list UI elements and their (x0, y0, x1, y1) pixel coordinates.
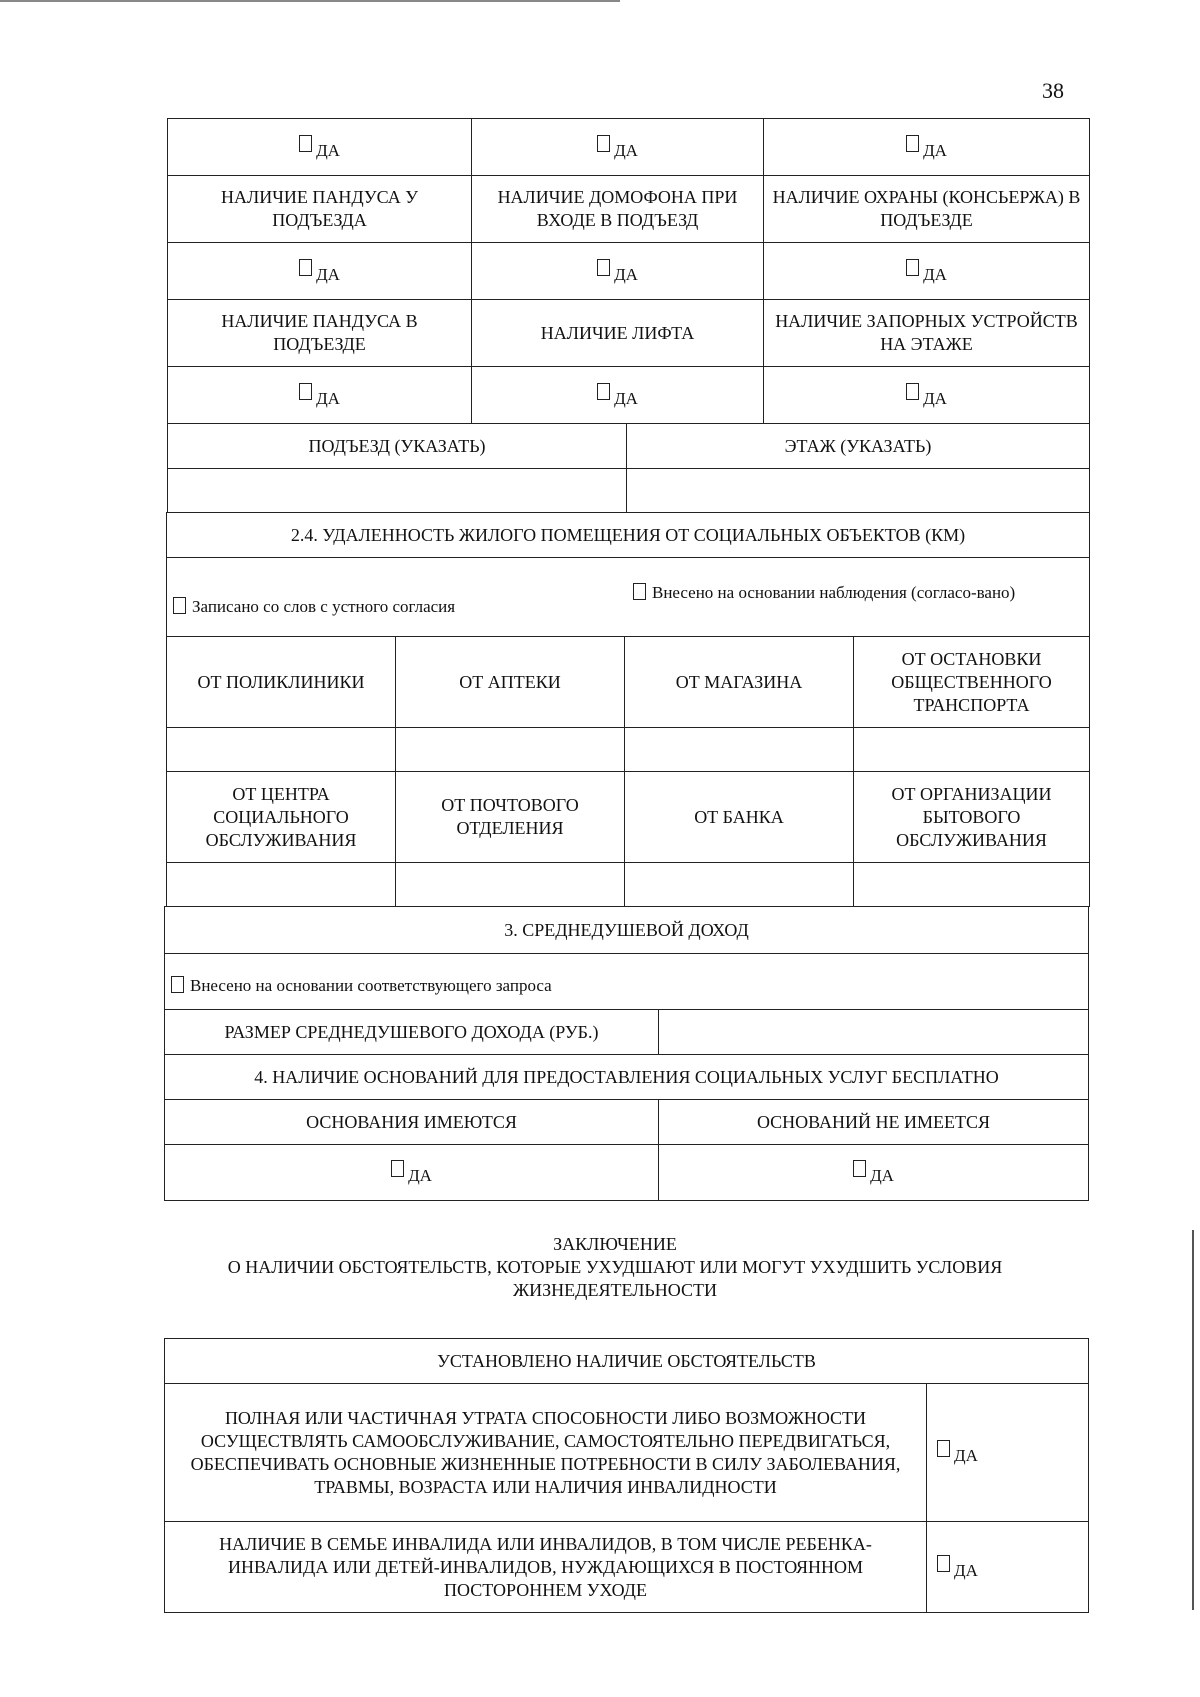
circumstance-disabled-family: НАЛИЧИЕ В СЕМЬЕ ИНВАЛИДА ИЛИ ИНВАЛИДОВ, В ТОМ ЧИСЛЕ РЕБЕНКА-ИНВАЛИДА ИЛИ ДЕТЕЙ-ИНВАЛИДОВ, НУЖДАЮЩИХСЯ В ПОСТОЯННОМ ПОСТОРОННЕМ УХОДЕ (165, 1522, 927, 1613)
checkbox-icon[interactable] (173, 597, 186, 614)
checkbox-icon[interactable] (853, 1160, 866, 1177)
distance-input[interactable] (167, 728, 396, 772)
distance-input[interactable] (396, 728, 625, 772)
conclusion-subtitle-line2: ЖИЗНЕДЕЯТЕЛЬНОСТИ (513, 1280, 717, 1300)
distance-table (166, 512, 1090, 907)
checkbox-cell[interactable]: ДА (472, 243, 764, 300)
from-store-label: ОТ МАГАЗИНА (625, 637, 854, 728)
income-source-option[interactable]: Внесено на основании соответствующего запроса (165, 954, 1089, 1010)
checkbox-icon[interactable] (299, 135, 312, 152)
from-household-services-label: ОТ ОРГАНИЗАЦИИ БЫТОВОГО ОБСЛУЖИВАНИЯ (854, 772, 1090, 863)
income-size-input[interactable] (659, 1010, 1089, 1055)
scan-edge-top (0, 0, 620, 2)
elevator-label: НАЛИЧИЕ ЛИФТА (472, 300, 764, 367)
checkbox-icon[interactable] (937, 1440, 950, 1457)
concierge-label: НАЛИЧИЕ ОХРАНЫ (КОНСЬЕРЖА) В ПОДЪЕЗДЕ (764, 176, 1090, 243)
distance-input[interactable] (625, 728, 854, 772)
scan-edge-right (1192, 1230, 1194, 1610)
circumstances-table (164, 1338, 1089, 1613)
ramp-inside-label: НАЛИЧИЕ ПАНДУСА В ПОДЪЕЗДЕ (168, 300, 472, 367)
free-services-title: 4. НАЛИЧИЕ ОСНОВАНИЙ ДЛЯ ПРЕДОСТАВЛЕНИЯ СОЦИАЛЬНЫХ УСЛУГ БЕСПЛАТНО (165, 1055, 1089, 1100)
conclusion-title: ЗАКЛЮЧЕНИЕ (553, 1234, 677, 1254)
checkbox-cell[interactable]: ДА (764, 119, 1090, 176)
income-table (164, 906, 1089, 1201)
checkbox-icon[interactable] (171, 976, 184, 993)
locks-label: НАЛИЧИЕ ЗАПОРНЫХ УСТРОЙСТВ НА ЭТАЖЕ (764, 300, 1090, 367)
income-size-label: РАЗМЕР СРЕДНЕДУШЕВОГО ДОХОДА (РУБ.) (165, 1010, 659, 1055)
circumstance-self-care: ПОЛНАЯ ИЛИ ЧАСТИЧНАЯ УТРАТА СПОСОБНОСТИ ЛИБО ВОЗМОЖНОСТИ ОСУЩЕСТВЛЯТЬ САМООБСЛУЖИВАНИЕ, САМОСТОЯТЕЛЬНО ПЕРЕДВИГАТЬСЯ, ОБЕСПЕЧИВАТЬ ОСНОВНЫЕ ЖИЗНЕННЫЕ ПОТРЕБНОСТИ В СИЛУ ЗАБОЛЕВАНИЯ, ТРАВМЫ, ВОЗРАСТА ИЛИ НАЛИЧИЯ ИНВАЛИДНОСТИ (165, 1384, 927, 1522)
distance-input[interactable] (854, 728, 1090, 772)
from-transport-stop-label: ОТ ОСТАНОВКИ ОБЩЕСТВЕННОГО ТРАНСПОРТА (854, 637, 1090, 728)
checkbox-cell[interactable]: ДА (927, 1384, 1089, 1522)
from-social-center-label: ОТ ЦЕНТРА СОЦИАЛЬНОГО ОБСЛУЖИВАНИЯ (167, 772, 396, 863)
checkbox-cell[interactable]: ДА (168, 367, 472, 424)
distance-title: 2.4. УДАЛЕННОСТЬ ЖИЛОГО ПОМЕЩЕНИЯ ОТ СОЦИАЛЬНЫХ ОБЪЕКТОВ (КМ) (167, 513, 1090, 558)
checkbox-cell[interactable]: ДА (165, 1145, 659, 1201)
checkbox-cell[interactable]: ДА (927, 1522, 1089, 1613)
entrance-input[interactable] (168, 469, 627, 513)
checkbox-cell[interactable]: ДА (168, 119, 472, 176)
page-number: 38 (1042, 78, 1064, 103)
checkbox-icon[interactable] (906, 259, 919, 276)
checkbox-icon[interactable] (937, 1555, 950, 1572)
checkbox-icon[interactable] (906, 135, 919, 152)
distance-input[interactable] (396, 863, 625, 907)
circumstances-title: УСТАНОВЛЕНО НАЛИЧИЕ ОБСТОЯТЕЛЬСТВ (165, 1339, 1089, 1384)
grounds-exist-label: ОСНОВАНИЯ ИМЕЮТСЯ (165, 1100, 659, 1145)
income-title: 3. СРЕДНЕДУШЕВОЙ ДОХОД (165, 907, 1089, 954)
conclusion-subtitle-line1: О НАЛИЧИИ ОБСТОЯТЕЛЬСТВ, КОТОРЫЕ УХУДШАЮТ ИЛИ МОГУТ УХУДШИТЬ УСЛОВИЯ (227, 1257, 1003, 1277)
checkbox-icon[interactable] (597, 383, 610, 400)
from-post-office-label: ОТ ПОЧТОВОГО ОТДЕЛЕНИЯ (396, 772, 625, 863)
checkbox-icon[interactable] (299, 383, 312, 400)
entrance-floor-table (167, 423, 1090, 513)
from-pharmacy-label: ОТ АПТЕКИ (396, 637, 625, 728)
checkbox-cell[interactable]: ДА (659, 1145, 1089, 1201)
option-observed[interactable]: Внесено на основании наблюдения (согласо-вано) (633, 577, 1063, 618)
ramp-entrance-label: НАЛИЧИЕ ПАНДУСА У ПОДЪЕЗДА (168, 176, 472, 243)
distance-source-options (167, 558, 1090, 637)
checkbox-cell[interactable]: ДА (168, 243, 472, 300)
distance-input[interactable] (625, 863, 854, 907)
checkbox-icon[interactable] (906, 383, 919, 400)
checkbox-cell[interactable]: ДА (472, 119, 764, 176)
floor-label: ЭТАЖ (УКАЗАТЬ) (627, 424, 1090, 469)
grounds-absent-label: ОСНОВАНИЙ НЕ ИМЕЕТСЯ (659, 1100, 1089, 1145)
distance-input[interactable] (854, 863, 1090, 907)
entrance-label: ПОДЪЕЗД (УКАЗАТЬ) (168, 424, 627, 469)
checkbox-icon[interactable] (299, 259, 312, 276)
checkbox-cell[interactable]: ДА (472, 367, 764, 424)
floor-input[interactable] (627, 469, 1090, 513)
checkbox-icon[interactable] (633, 583, 646, 600)
option-oral[interactable]: Записано со слов с устного согласия (173, 577, 633, 618)
checkbox-cell[interactable]: ДА (764, 367, 1090, 424)
from-clinic-label: ОТ ПОЛИКЛИНИКИ (167, 637, 396, 728)
checkbox-cell[interactable]: ДА (764, 243, 1090, 300)
intercom-label: НАЛИЧИЕ ДОМОФОНА ПРИ ВХОДЕ В ПОДЪЕЗД (472, 176, 764, 243)
checkbox-icon[interactable] (597, 259, 610, 276)
from-bank-label: ОТ БАНКА (625, 772, 854, 863)
access-table (167, 118, 1090, 424)
checkbox-icon[interactable] (597, 135, 610, 152)
conclusion-heading (165, 1233, 1065, 1302)
distance-input[interactable] (167, 863, 396, 907)
checkbox-icon[interactable] (391, 1160, 404, 1177)
